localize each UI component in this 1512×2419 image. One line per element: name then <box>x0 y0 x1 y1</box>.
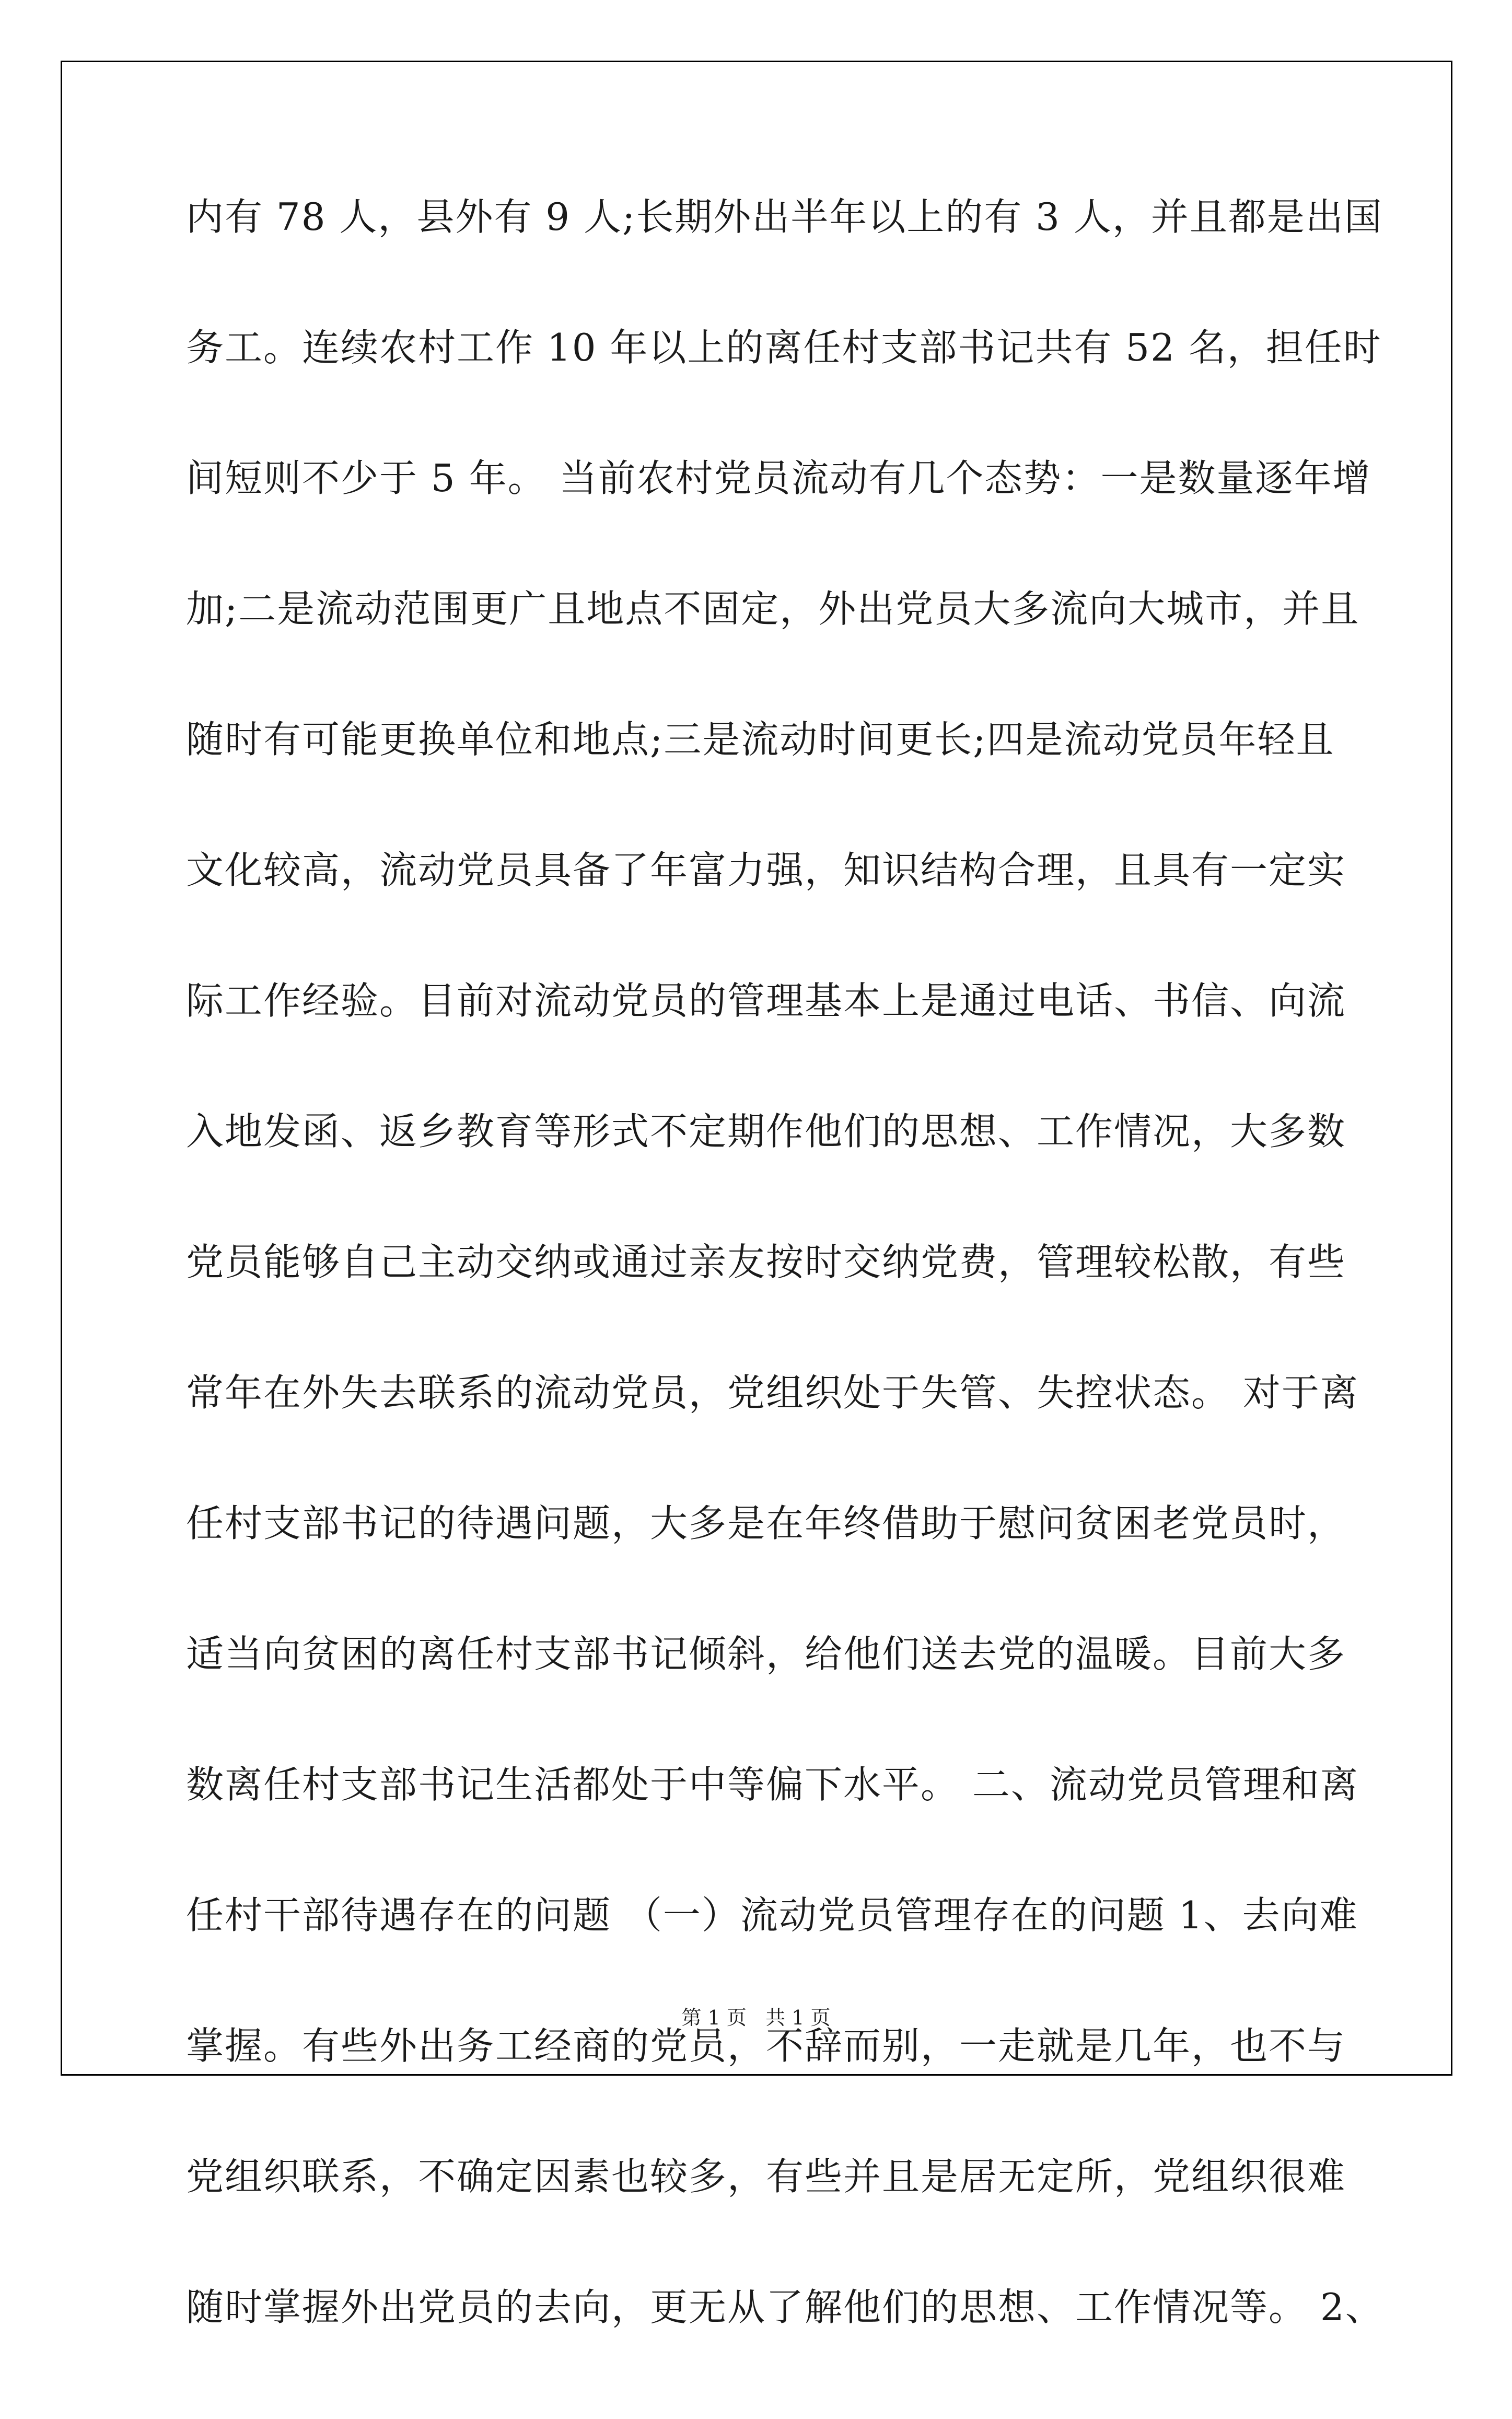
text-line: 入地发函、返乡教育等形式不定期作他们的思想、工作情况，大多数 <box>186 1109 1346 1153</box>
page-footer: 第 1 页 共 1 页 <box>681 2006 831 2029</box>
text-line: 务工。连续农村工作 10 年以上的离任村支部书记共有 52 名，担任时 <box>186 326 1382 369</box>
text-line: 适当向贫困的离任村支部书记倾斜，给他们送去党的温暖。目前大多 <box>186 1632 1346 1676</box>
text-line: 党组织联系，不确定因素也较多，有些并且是居无定所，党组织很难 <box>186 2155 1346 2198</box>
text-line: 数离任村支部书记生活都处于中等偏下水平。 二、流动党员管理和离 <box>186 1763 1359 1807</box>
text-line: 任村干部待遇存在的问题 （一）流动党员管理存在的问题 1、去向难 <box>186 1893 1358 1937</box>
text-line: 文化较高，流动党员具备了年富力强，知识结构合理，且具有一定实 <box>186 848 1346 892</box>
text-line: 际工作经验。目前对流动党员的管理基本上是通过电话、书信、向流 <box>186 979 1346 1023</box>
text-line: 掌握。有些外出务工经商的党员，不辞而别，一走就是几年，也不与 <box>186 2024 1346 2068</box>
text-line: 任村支部书记的待遇问题，大多是在年终借助于慰问贫困老党员时， <box>186 1501 1346 1545</box>
text-line: 常年在外失去联系的流动党员，党组织处于失管、失控状态。 对于离 <box>186 1371 1359 1415</box>
text-line: 党员能够自己主动交纳或通过亲友按时交纳党费，管理较松散，有些 <box>186 1240 1346 1284</box>
document-body <box>186 195 1384 2419</box>
text-line: 内有 78 人，县外有 9 人;长期外出半年以上的有 3 人，并且都是出国 <box>186 195 1383 239</box>
text-line: 随时掌握外出党员的去向，更无从了解他们的思想、工作情况等。 2、 <box>186 2285 1384 2329</box>
text-line: 随时有可能更换单位和地点;三是流动时间更长;四是流动党员年轻且 <box>186 717 1335 761</box>
text-line: 加;二是流动范围更广且地点不固定，外出党员大多流向大城市，并且 <box>186 587 1360 631</box>
text-line: 间短则不少于 5 年。 当前农村党员流动有几个态势：一是数量逐年增 <box>186 456 1371 500</box>
